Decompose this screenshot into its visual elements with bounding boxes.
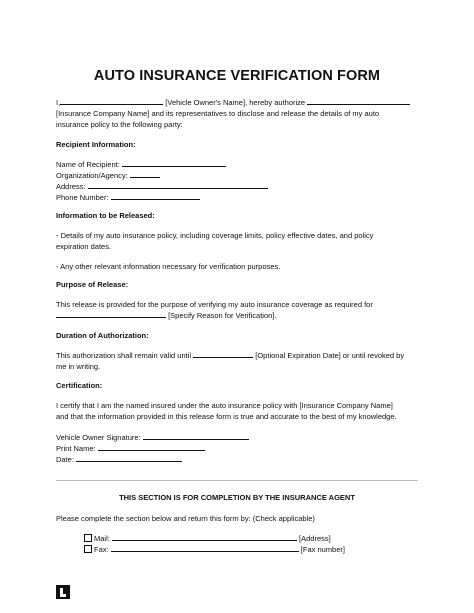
purpose-reason-text: [Specify Reason for Verification]. <box>168 311 277 320</box>
print-name-field[interactable] <box>98 443 205 451</box>
expiration-date-field[interactable] <box>193 350 253 358</box>
form-title: AUTO INSURANCE VERIFICATION FORM <box>93 68 381 84</box>
brand-logo-icon <box>56 585 70 599</box>
duration-heading: Duration of Authorization: <box>56 331 149 340</box>
signature-label: Vehicle Owner Signature: <box>56 433 141 442</box>
recipient-name-row <box>56 159 226 170</box>
purpose-line-2 <box>56 310 276 321</box>
date-field[interactable] <box>76 454 182 462</box>
owner-name-blank[interactable] <box>60 97 163 105</box>
mail-row <box>84 533 331 544</box>
recipient-address-row <box>56 181 268 192</box>
recipient-org-row <box>56 170 160 181</box>
recipient-org-field[interactable] <box>130 170 160 178</box>
released-bullet-2: - Any other relevant information necessary for verification purposes. <box>56 262 281 271</box>
fax-label: Fax: <box>94 545 109 554</box>
recipient-name-label: Name of Recipient: <box>56 160 120 169</box>
duration-line-2: me in writing. <box>56 362 101 371</box>
certification-line-2: and that the information provided in this release form is true and accurate to the best of my knowledge. <box>56 412 397 421</box>
print-name-row <box>56 443 205 454</box>
intro-prefix: I, <box>56 98 61 107</box>
recipient-org-label: Organization/Agency: <box>56 171 128 180</box>
recipient-address-label: Address: <box>56 182 86 191</box>
intro-line-2: [Insurance Company Name] and its representatives to disclose and release the details of my auto <box>56 109 380 118</box>
mail-address-field[interactable] <box>112 533 297 541</box>
signature-field[interactable] <box>143 432 249 440</box>
fax-number-field[interactable] <box>111 544 299 552</box>
certification-line-1: I certify that I am the named insured under the auto insurance policy with [Insurance Company Name] <box>56 401 393 410</box>
date-row <box>56 454 182 465</box>
fax-suffix: [Fax number] <box>300 545 345 554</box>
recipient-phone-label: Phone Number: <box>56 193 109 202</box>
recipient-address-field[interactable] <box>88 181 268 189</box>
print-name-label: Print Name: <box>56 444 96 453</box>
certification-heading: Certification: <box>56 381 103 390</box>
duration-text-b: [Optional Expiration Date] or until revoked by <box>255 351 405 360</box>
section-divider <box>56 480 418 481</box>
purpose-heading: Purpose of Release: <box>56 280 129 289</box>
intro-line-1 <box>56 97 410 108</box>
insurer-name-blank[interactable] <box>307 97 410 105</box>
mail-label: Mail: <box>94 534 110 543</box>
recipient-name-field[interactable] <box>122 159 226 167</box>
intro-line-3: insurance policy to the following party: <box>56 120 183 129</box>
fax-row <box>84 544 345 555</box>
fax-checkbox[interactable] <box>84 545 92 553</box>
agent-instruction: Please complete the section below and return this form by: (Check applicable) <box>56 514 315 523</box>
purpose-line-1: This release is provided for the purpose of verifying my auto insurance coverage as required for <box>56 300 373 309</box>
released-bullet-1-line-2: expiration dates. <box>56 242 112 251</box>
duration-text-a: This authorization shall remain valid until <box>56 351 192 360</box>
recipient-phone-field[interactable] <box>111 192 200 200</box>
date-label: Date: <box>56 455 74 464</box>
released-heading: Information to be Released: <box>56 211 155 220</box>
released-bullet-1-line-1: - Details of my auto insurance policy, including coverage limits, policy effective dates, and policy <box>56 231 374 240</box>
recipient-phone-row <box>56 192 200 203</box>
signature-row <box>56 432 249 443</box>
mail-suffix: [Address] <box>299 534 331 543</box>
duration-line-1 <box>56 350 404 361</box>
agent-section-heading: THIS SECTION IS FOR COMPLETION BY THE INSURANCE AGENT <box>119 493 355 502</box>
mail-checkbox[interactable] <box>84 534 92 542</box>
owner-name-text: [Vehicle Owner's Name], hereby authorize <box>165 98 306 107</box>
recipient-heading: Recipient Information: <box>56 140 136 149</box>
verification-reason-field[interactable] <box>56 310 166 318</box>
